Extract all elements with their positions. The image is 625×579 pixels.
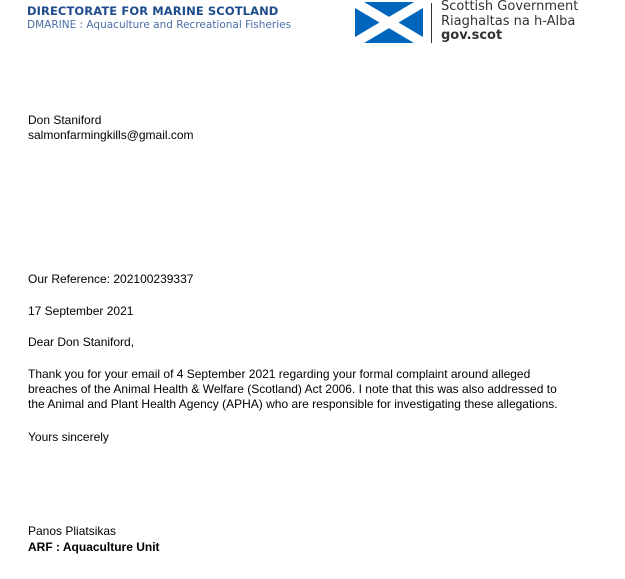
letter-body <box>28 367 618 412</box>
closing: Yours sincerely <box>28 430 109 444</box>
body-line: the Animal and Plant Health Agency (APHA) who are responsible for investigating these allegations. <box>28 397 558 411</box>
reference-number: Our Reference: 202100239337 <box>28 272 194 286</box>
subdirectorate-title: DMARINE : Aquaculture and Recreational Fisheries <box>27 19 292 31</box>
scottish-government-logo <box>355 2 620 44</box>
logo-english-name: Scottish Government <box>441 0 579 14</box>
body-line: breaches of the Animal Health & Welfare (Scotland) Act 2006. I note that this was also addressed to <box>28 382 557 396</box>
letter-date: 17 September 2021 <box>28 304 134 318</box>
recipient-email: salmonfarmingkills@gmail.com <box>28 128 194 142</box>
body-line: Thank you for your email of 4 September 2021 regarding your formal complaint around alleged <box>28 367 531 381</box>
signatory-unit: ARF : Aquaculture Unit <box>28 540 160 554</box>
signatory-name: Panos Pliatsikas <box>28 524 117 538</box>
recipient-name: Don Staniford <box>28 113 102 127</box>
logo-divider <box>431 3 432 43</box>
logo-gaelic-name: Riaghaltas na h-Alba <box>441 13 576 29</box>
saltire-flag-icon <box>355 2 423 43</box>
salutation: Dear Don Staniford, <box>28 335 135 349</box>
logo-wordmark <box>441 0 578 44</box>
letterhead-directorate <box>27 4 291 32</box>
directorate-title: DIRECTORATE FOR MARINE SCOTLAND <box>27 4 279 18</box>
logo-gov-scot: gov.scot <box>441 28 503 43</box>
